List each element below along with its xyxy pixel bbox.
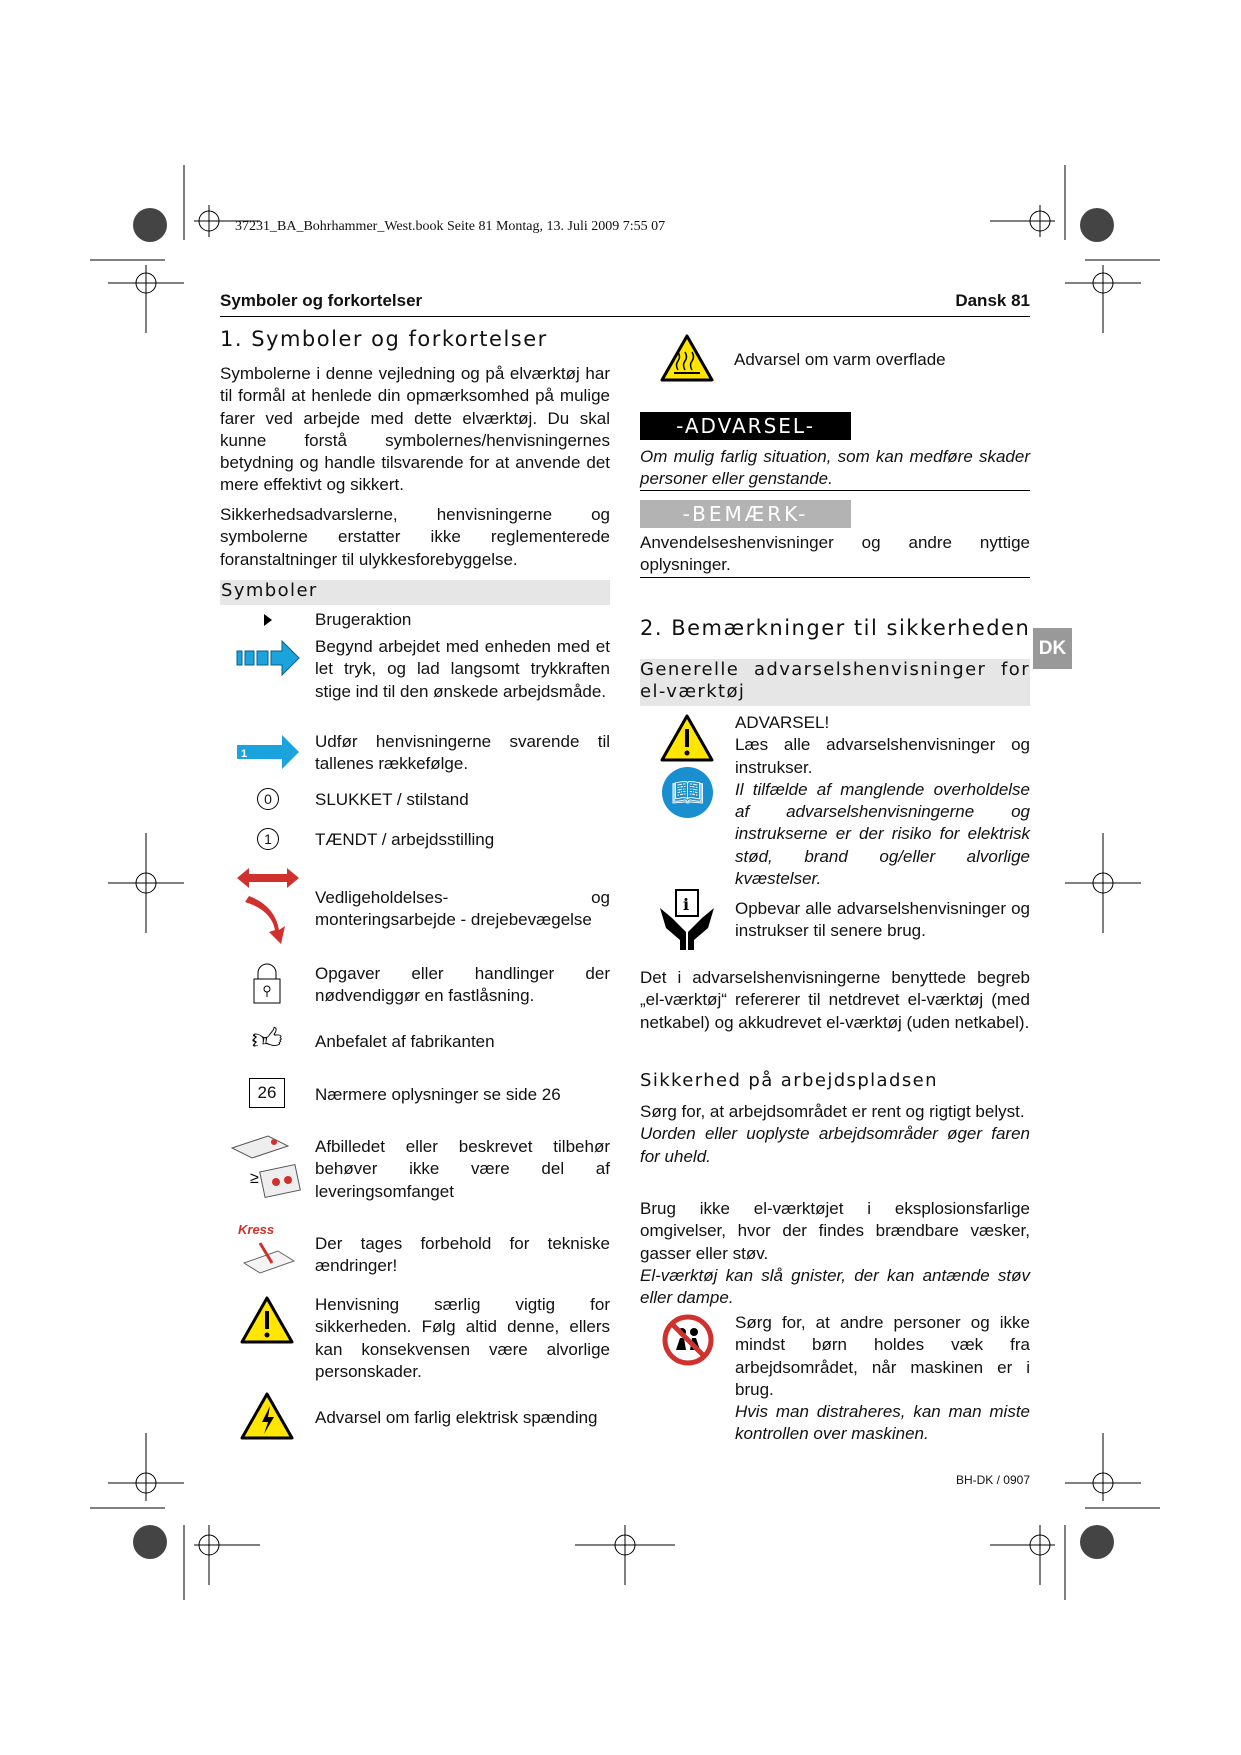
section-1-title: 1. Symboler og forkortelser: [220, 327, 548, 351]
bemaerk-label: -BEMÆRK-: [640, 500, 851, 528]
divider: [640, 490, 1030, 491]
intro-paragraph: Symbolerne i denne vejledning og på elværktøj har til formål at henlede din opmærksomhed på mulige farer ved arbejde med dette elværktøj. Du skal kunne forstå symbolernes/henvisningernes betydning og handle tilsvarende for at anvende det mere effektivt og sikkert.: [220, 364, 610, 495]
general-warnings-heading: Generelle advarselshenvisninger for el-værktøj: [640, 659, 1030, 706]
running-header-right: Dansk 81: [955, 291, 1030, 310]
svg-text:i: i: [683, 895, 690, 914]
workplace-item-note: Hvis man distraheres, kan man miste kontrollen over maskinen.: [735, 1402, 1030, 1444]
on-circle-icon: 1: [257, 828, 279, 850]
hot-surface-icon: [660, 334, 714, 382]
svg-text:1: 1: [241, 748, 248, 760]
workplace-heading: Sikkerhed på arbejdspladsen: [640, 1070, 938, 1091]
play-triangle-icon: [258, 612, 278, 628]
keep-instructions-icon: [658, 888, 716, 950]
advarsel-text: Om mulig farlig situation, som kan medføre skader personer eller genstande.: [640, 447, 1030, 489]
definition-paragraph: Det i advarselshenvisningerne benyttede begreb „el-værktøj“ refererer til netdrevet el-værktøj (med netkabel) og akkudrevet el-værktøj (uden netkabel).: [640, 968, 1030, 1032]
warning-title: ADVARSEL!: [735, 713, 830, 732]
symbol-text: Begynd arbejdet med enheden med et let tryk, og lad langsomt trykkraften stige ind til den ønskede arbejdsmåde.: [315, 637, 610, 701]
advarsel-label: -ADVARSEL-: [640, 412, 851, 440]
off-circle-icon: 0: [257, 788, 279, 810]
disclaimer-paragraph: Sikkerhedsadvarslerne, henvisningerne og symbolerne erstatter ikke reglementerede foranstaltninger til ulykkesforebyggelse.: [220, 505, 610, 569]
hot-surface-text: Advarsel om varm overflade: [734, 350, 946, 369]
electric-warning-icon: [240, 1392, 294, 1440]
symbol-text: Opgaver eller handlinger der nødvendiggør en fastlåsning.: [315, 964, 610, 1006]
svg-text:≥: ≥: [250, 1170, 259, 1187]
symbol-text: SLUKKET / stilstand: [315, 790, 469, 809]
workplace-item: Sørg for, at arbejdsområdet er rent og rigtigt belyst.: [640, 1102, 1025, 1121]
gradual-pressure-arrow-icon: [236, 640, 300, 676]
language-tab-dk: DK: [1033, 628, 1072, 669]
warning-block: [735, 712, 1030, 890]
workplace-item: Sørg for, at andre personer og ikke mindst børn holdes væk fra arbejdsområdet, når maskinen er i brug.: [735, 1313, 1030, 1399]
workplace-item-note: Uorden eller uoplyste arbejdsområder øger faren for uheld.: [640, 1124, 1030, 1166]
warning-text: Læs alle advarselshenvisninger og instrukser.: [735, 735, 1030, 777]
keep-children-away-icon: [662, 1314, 714, 1366]
symbol-text: Der tages forbehold for tekniske ændringer!: [315, 1234, 610, 1276]
symbol-text: Anbefalet af fabrikanten: [315, 1032, 495, 1051]
warning-triangle-icon: [240, 1296, 294, 1344]
symbol-text: Advarsel om farlig elektrisk spænding: [315, 1408, 598, 1427]
rotation-arrows-icon: [235, 866, 301, 944]
symbol-text: Nærmere oplysninger se side 26: [315, 1085, 561, 1104]
keep-instructions-text: Opbevar alle advarselshenvisninger og instrukser til senere brug.: [735, 899, 1030, 941]
warning-triangle-icon: [660, 714, 714, 762]
read-manual-icon: 📖︎: [662, 767, 713, 818]
numbered-arrow-icon: [236, 734, 300, 770]
symbol-text: Vedligeholdelses- og monteringsarbejde - drejebevægelse: [315, 888, 610, 930]
footer-code: BH-DK / 0907: [955, 1473, 1030, 1487]
section-2-title: 2. Bemærkninger til sikkerheden: [640, 616, 1031, 640]
symbol-text: Henvisning særlig vigtig for sikkerheden. Følg altid denne, ellers kan konsekvensen være alvorlige personskader.: [315, 1295, 610, 1381]
book-page-icon: 26: [249, 1078, 285, 1108]
symbol-text: TÆNDT / arbejdsstilling: [315, 830, 495, 849]
symbol-text: Brugeraktion: [315, 610, 412, 629]
symbol-text: Afbilledet eller beskrevet tilbehør behøver ikke være del af leveringsomfanget: [315, 1137, 610, 1201]
kress-logo-icon: [238, 1222, 298, 1282]
divider: [640, 577, 1030, 578]
accessories-icon: [228, 1128, 304, 1200]
running-header-left: Symboler og forkortelser: [220, 291, 423, 310]
lock-icon: [252, 963, 282, 1005]
kress-logo-text: Kress: [238, 1222, 275, 1237]
symbols-heading: Symboler: [220, 580, 610, 605]
workplace-item-note: El-værktøj kan slå gnister, der kan antænde støv eller dampe.: [640, 1265, 1030, 1308]
thumbs-up-icon: 👍︎: [251, 1023, 283, 1056]
warning-italic: Il tilfælde af manglende overholdelse af advarselshenvisningerne og instrukserne er der risiko for elektrisk stød, brand og/eller alvorlige kvæstelser.: [735, 779, 1030, 889]
bemaerk-text: Anvendelseshenvisninger og andre nyttige oplysninger.: [640, 533, 1030, 575]
symbol-text: Udfør henvisningerne svarende til tallenes rækkefølge.: [315, 732, 610, 774]
workplace-item: Brug ikke el-værktøjet i eksplosionsfarlige omgivelser, hvor der findes brændbare væsker, gasser eller støv.: [640, 1199, 1030, 1263]
file-info-line: 37231_BA_Bohrhammer_West.book Seite 81 Montag, 13. Juli 2009 7:55 07: [235, 219, 666, 234]
header-rule: [220, 316, 1030, 317]
